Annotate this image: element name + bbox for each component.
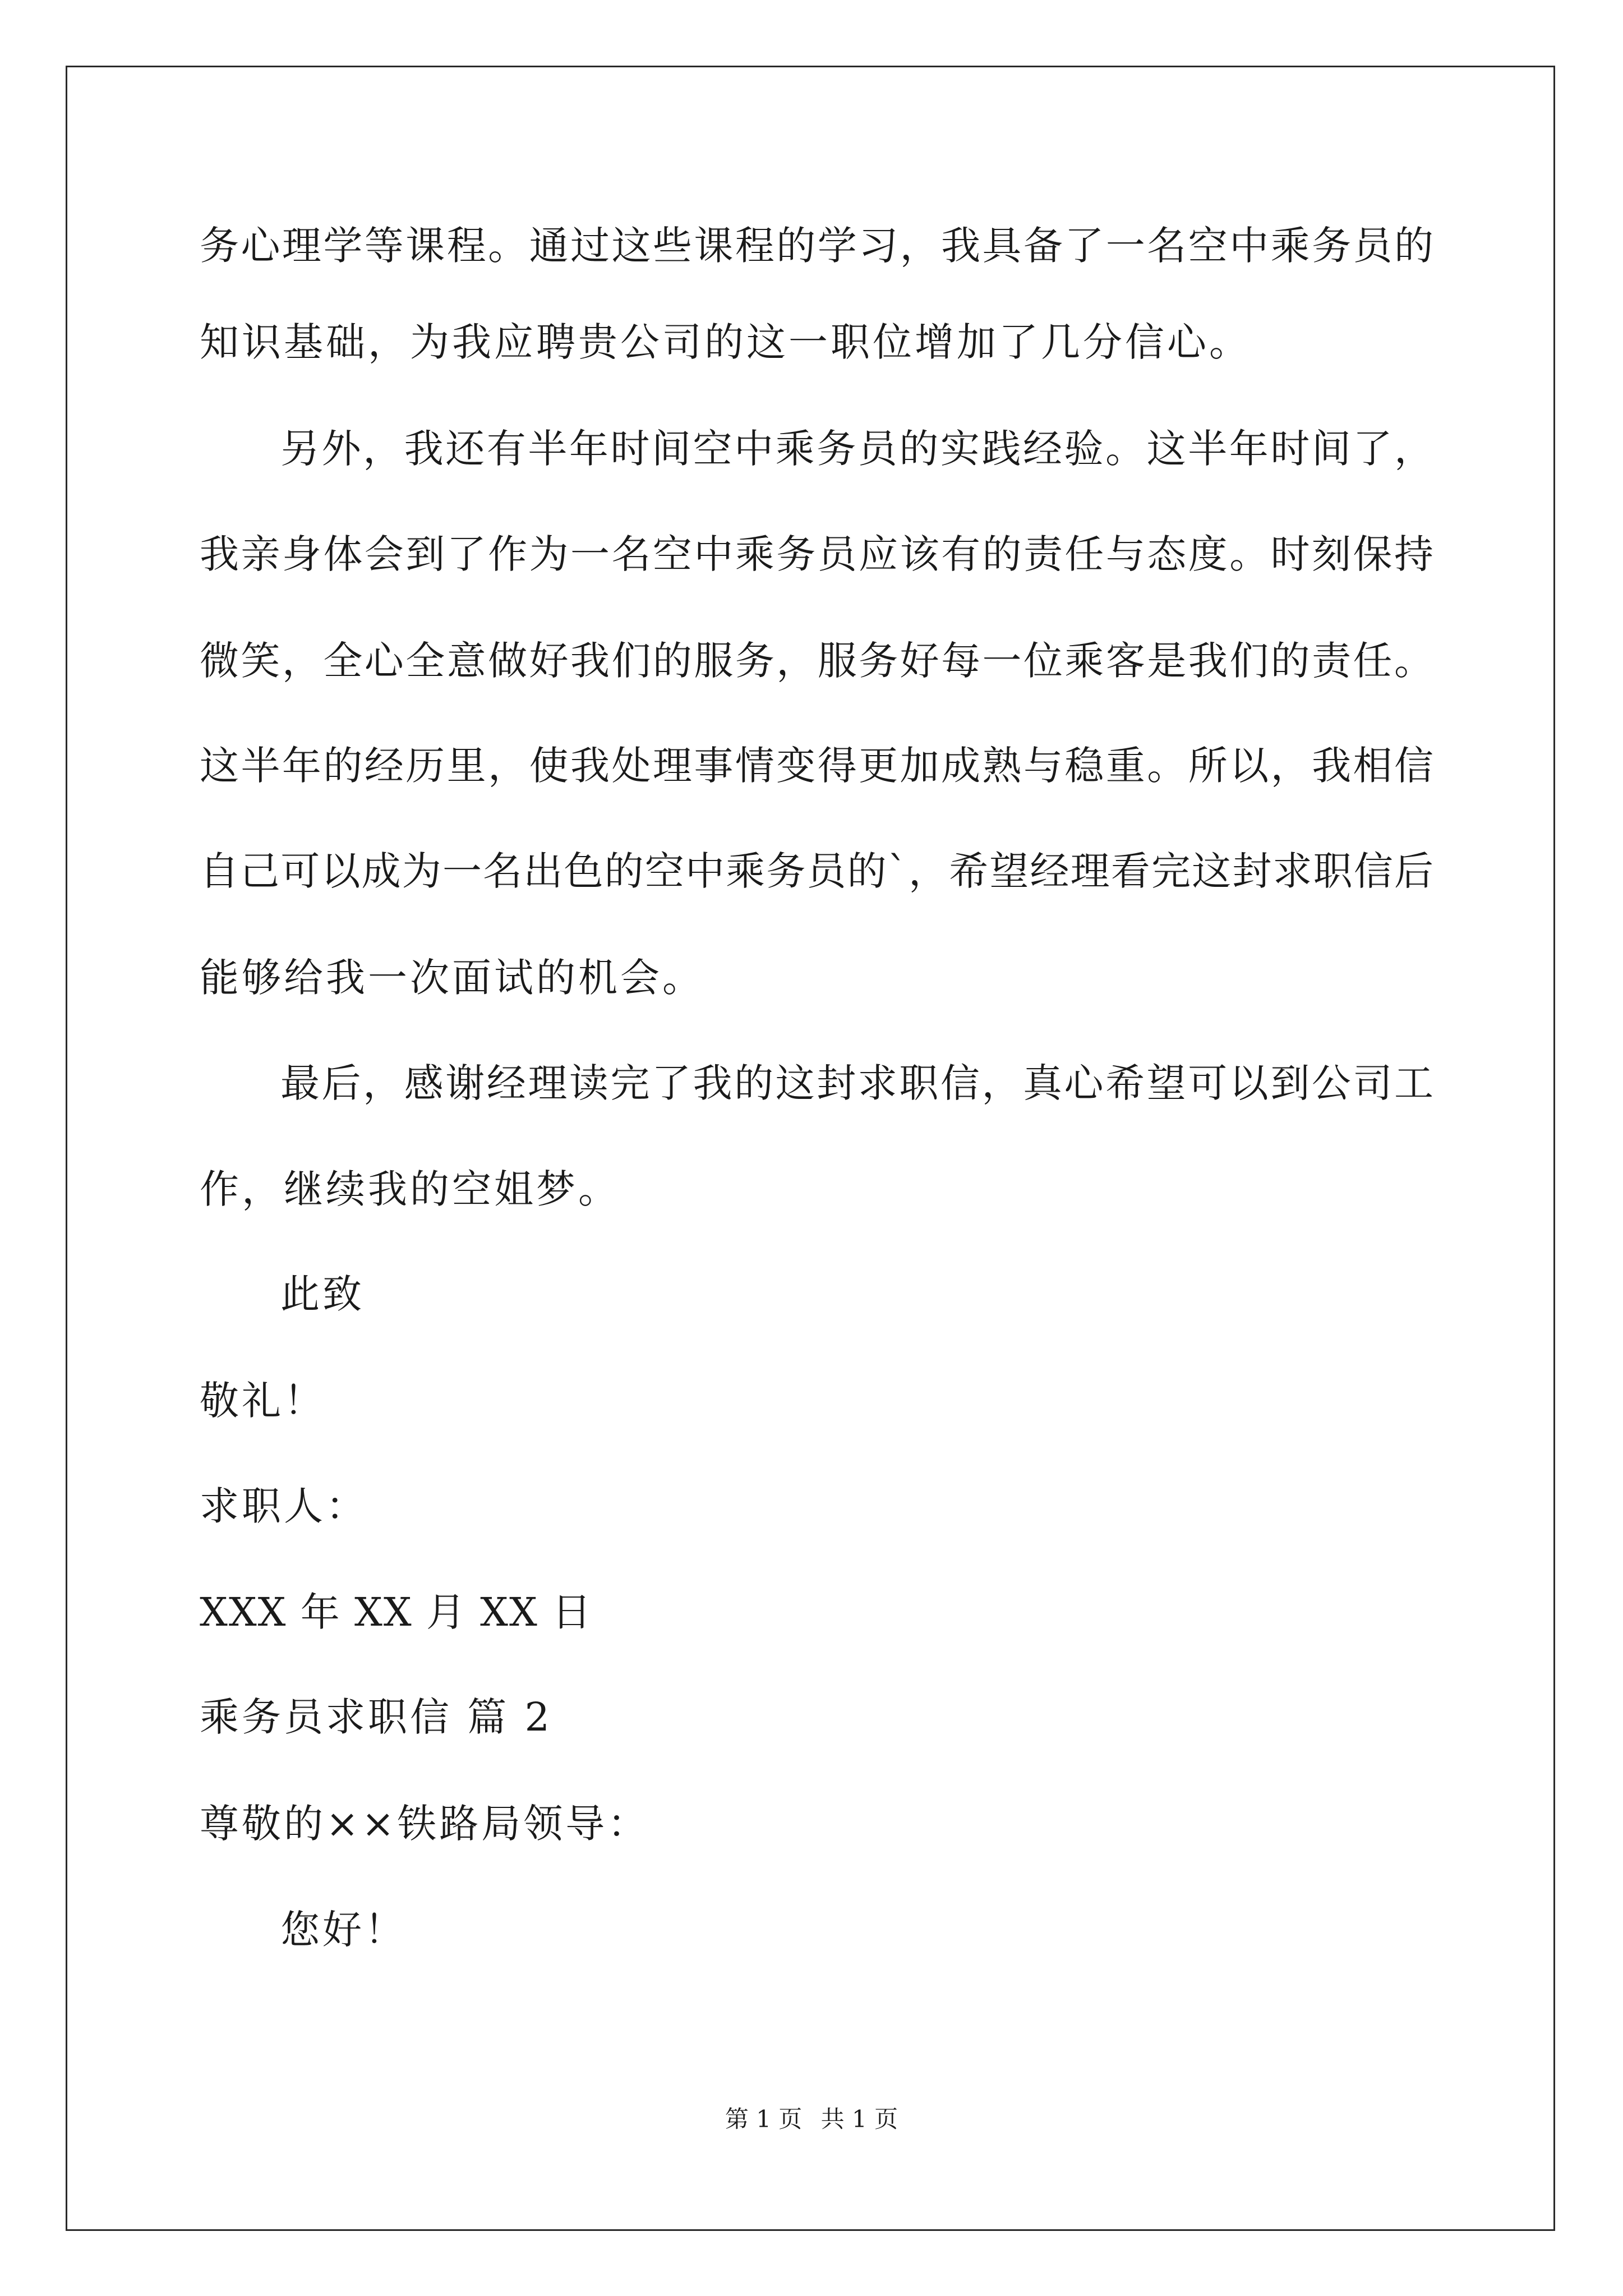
- greeting-hello: 您好！: [280, 1907, 407, 1953]
- body-line-10: 作，继续我的空姐梦。: [200, 1166, 620, 1212]
- body-line-2: 知识基础，为我应聘贵公司的这一职位增加了几分信心。: [200, 319, 1251, 365]
- page-number-current: 第 1 页: [725, 2105, 803, 2133]
- closing-regards: 敬礼！: [200, 1378, 326, 1424]
- greeting-recipient: 尊敬的××铁路局领导：: [200, 1801, 650, 1847]
- section-heading: 乘务员求职信 篇 2: [200, 1694, 553, 1740]
- page-footer: [0, 2102, 1623, 2136]
- body-line-8: 能够给我一次面试的机会。: [200, 955, 704, 1001]
- body-line-3: 另外，我还有半年时间空中乘务员的实践经验。这半年时间了，: [280, 426, 1433, 472]
- body-line-5: 微笑，全心全意做好我们的服务，服务好每一位乘客是我们的责任。: [200, 638, 1433, 684]
- page-number-total: 共 1 页: [820, 2105, 898, 2133]
- body-line-4: 我亲身体会到了作为一名空中乘务员应该有的责任与态度。时刻保持: [200, 531, 1433, 577]
- body-line-1: 务心理学等课程。通过这些课程的学习，我具备了一名空中乘务员的: [200, 223, 1433, 269]
- body-line-9: 最后，感谢经理读完了我的这封求职信，真心希望可以到公司工: [280, 1060, 1433, 1106]
- date-line: XXX 年 XX 月 XX 日: [200, 1589, 593, 1635]
- applicant-label: 求职人：: [200, 1483, 368, 1529]
- body-line-7: 自己可以成为一名出色的空中乘务员的`，希望经理看完这封求职信后: [200, 848, 1433, 894]
- closing-salutation: 此致: [280, 1271, 365, 1317]
- body-line-6: 这半年的经历里，使我处理事情变得更加成熟与稳重。所以，我相信: [200, 743, 1433, 789]
